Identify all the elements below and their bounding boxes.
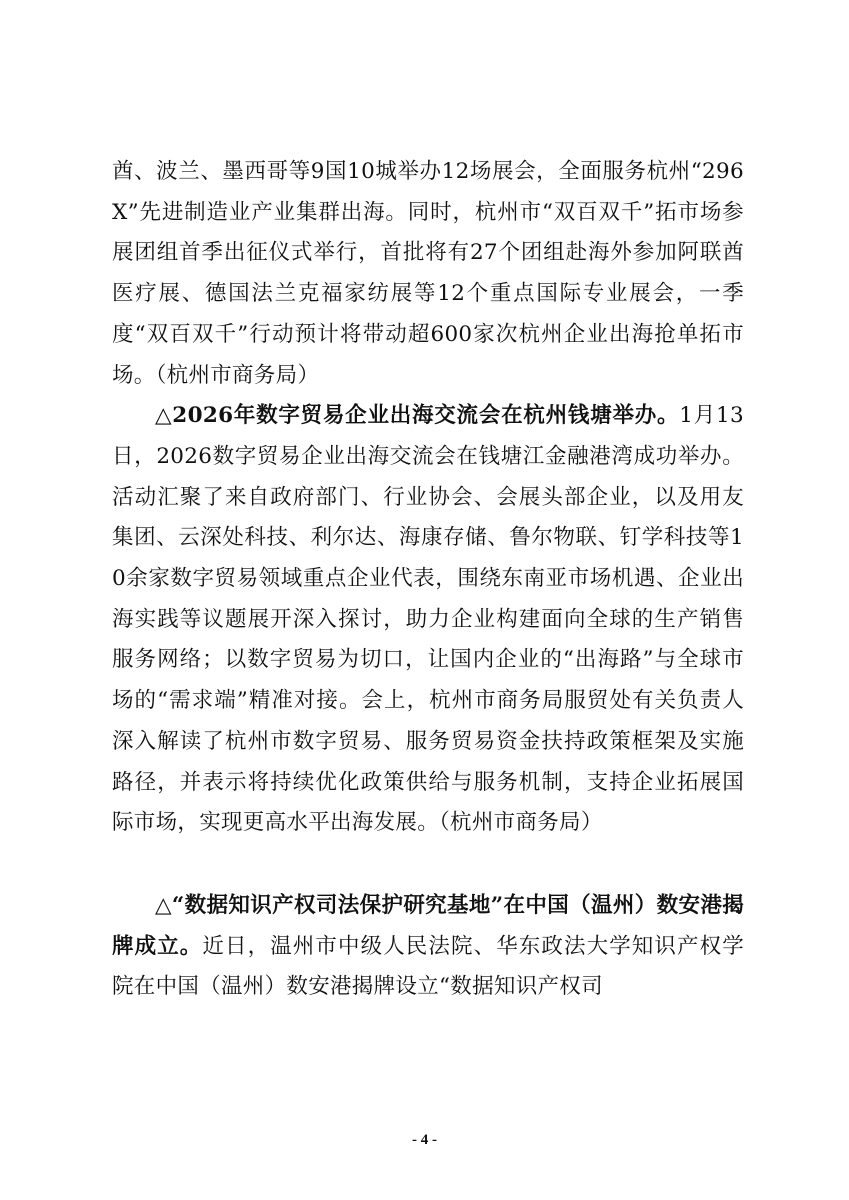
paragraph-data-ip (112, 886, 744, 1008)
paragraph-continuation (112, 152, 744, 396)
article-body (112, 152, 744, 1008)
paragraph-3-heading: △“数据知识产权司法保护研究基地”在中国（温州）数安港揭牌成立。 (112, 892, 744, 959)
page-number: - 4 - (412, 1132, 437, 1148)
paragraph-3-text: 近日，温州市中级人民法院、华东政法大学知识产权学院在中国（温州）数安港揭牌设立“数据知识产权司 (112, 933, 745, 1000)
paragraph-2-text: 1月13日，2026数字贸易企业出海交流会在钱塘江金融港湾成功举办。活动汇聚了来自政府部门、行业协会、会展头部企业，以及用友集团、云深处科技、利尔达、海康存储、鲁尔物联、钉学科技等10余家数字贸易领域重点企业代表，围绕东南亚市场机遇、企业出海实践等议题展开深入探讨，助力企业构建面向全球的生产销售服务网络；以数字贸易为切口，让国内企业的“出海路”与全球市场的“需求端”精准对接。会上，杭州市商务局服贸处有关负责人深入解读了杭州市数字贸易、服务贸易资金扶持政策框架及实施路径，并表示将持续优化政策供给与服务机制，支持企业拓展国际市场，实现更高水平出海发展。（杭州市商务局） (112, 403, 744, 836)
paragraph-gap (112, 844, 744, 886)
paragraph-1-text: 酋、波兰、墨西哥等9国10城举办12场展会，全面服务杭州“296X”先进制造业产业集群出海。同时，杭州市“双百双千”拓市场参展团组首季出征仪式举行，首批将有27个团组赴海外参加阿联酋医疗展、德国法兰克福家纺展等12个重点国际专业展会，一季度“双百双千”行动预计将带动超600家次杭州企业出海抢单拓市场。（杭州市商务局） (112, 159, 744, 388)
paragraph-2-heading: △2026年数字贸易企业出海交流会在杭州钱塘举办。 (155, 403, 680, 429)
paragraph-digital-trade (112, 396, 744, 844)
